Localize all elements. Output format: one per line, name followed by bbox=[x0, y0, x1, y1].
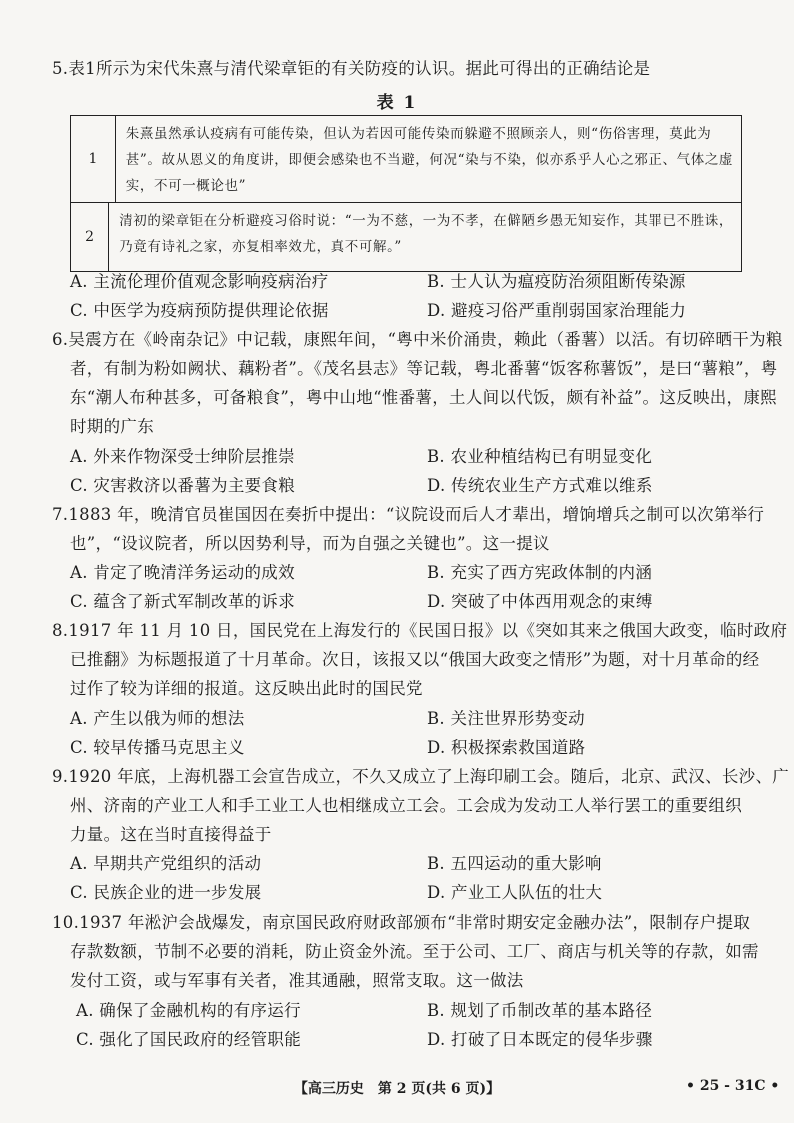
q7-stem-line: 也”，“设议院者，所以因势利导，而为自强之关键也”。这一提议 bbox=[70, 534, 550, 553]
q9-option-d[interactable]: D. 产业工人队伍的壮大 bbox=[427, 883, 603, 902]
q8-option-d[interactable]: D. 积极探索救国道路 bbox=[427, 738, 586, 757]
table-row bbox=[71, 116, 741, 203]
q9-stem-line: 力量。这在当时直接得益于 bbox=[70, 825, 272, 844]
q8-option-c[interactable]: C. 较早传播马克思主义 bbox=[70, 738, 245, 757]
q7-stem-line: 7.1883 年，晚清官员崔国因在奏折中提出：“议院设而后人才辈出，增饷增兵之制可以次第举行 bbox=[52, 505, 765, 524]
row-text-line: 清初的梁章钜在分析避疫习俗时说：“一为不慈，一为不孝，在僻陋乡愚无知妄作，其罪已不胜诛， bbox=[119, 213, 733, 229]
q6-option-b[interactable]: B. 农业种植结构已有明显变化 bbox=[427, 447, 653, 466]
q6-stem-line: 6.吴震方在《岭南杂记》中记载，康熙年间，“粤中米价涌贵，赖此（番薯）以活。有切碎晒干为粮 bbox=[52, 330, 783, 349]
q9-stem-line: 9.1920 年底，上海机器工会宣告成立，不久又成立了上海印刷工会。随后，北京、武汉、长沙、广 bbox=[52, 767, 790, 786]
q8-stem-line: 已推翻》为标题报道了十月革命。次日，该报又以“俄国大政变之情形”为题，对十月革命的经 bbox=[70, 650, 760, 669]
q5-option-a[interactable]: A. 主流伦理价值观念影响疫病治疗 bbox=[70, 272, 329, 291]
row-text-line: 朱熹虽然承认疫病有可能传染，但认为若因可能传染而躲避不照顾亲人，则“伤俗害理，莫此为 bbox=[125, 126, 712, 142]
row-text bbox=[109, 203, 741, 271]
q5-option-c[interactable]: C. 中医学为疫病预防提供理论依据 bbox=[70, 301, 329, 320]
row-text-line: 乃竟有诗礼之家，亦复相率效尤，真不可解。” bbox=[119, 239, 402, 255]
table-title: 表 1 bbox=[376, 93, 418, 113]
q5-option-b[interactable]: B. 士人认为瘟疫防治须阻断传染源 bbox=[427, 272, 686, 291]
q10-option-b[interactable]: B. 规划了币制改革的基本路径 bbox=[427, 1001, 653, 1020]
row-text bbox=[116, 116, 741, 202]
q8-stem-line: 过作了较为详细的报道。这反映出此时的国民党 bbox=[70, 679, 423, 698]
q5-option-d[interactable]: D. 避疫习俗严重削弱国家治理能力 bbox=[427, 301, 687, 320]
q5-stem: 5.表1所示为宋代朱熹与清代梁章钜的有关防疫的认识。据此可得出的正确结论是 bbox=[52, 59, 651, 78]
q6-option-c[interactable]: C. 灾害救济以番薯为主要食粮 bbox=[70, 476, 296, 495]
q6-option-a[interactable]: A. 外来作物深受士绅阶层推崇 bbox=[70, 447, 295, 466]
exam-code: • 25 - 31C • bbox=[686, 1078, 780, 1094]
q10-stem-line: 10.1937 年淞沪会战爆发，南京国民政府财政部颁布“非常时期安定金融办法”，限制存户提取 bbox=[52, 913, 751, 932]
q7-option-b[interactable]: B. 充实了西方宪政体制的内涵 bbox=[427, 563, 653, 582]
row-number: 1 bbox=[71, 116, 116, 202]
q8-option-a[interactable]: A. 产生以俄为师的想法 bbox=[70, 709, 245, 728]
q9-stem-line: 州、济南的产业工人和手工业工人也相继成立工会。工会成为发动工人举行罢工的重要组织 bbox=[70, 796, 742, 815]
q6-option-d[interactable]: D. 传统农业生产方式难以维系 bbox=[427, 476, 653, 495]
q10-stem-line: 发付工资，或与军事有关者，准其通融，照常支取。这一做法 bbox=[70, 971, 524, 990]
q7-option-a[interactable]: A. 肯定了晚清洋务运动的成效 bbox=[70, 563, 295, 582]
q7-option-c[interactable]: C. 蕴含了新式军制改革的诉求 bbox=[70, 592, 296, 611]
q10-option-a[interactable]: A. 确保了金融机构的有序运行 bbox=[76, 1001, 301, 1020]
q9-option-b[interactable]: B. 五四运动的重大影响 bbox=[427, 854, 602, 873]
q6-stem-line: 者，有制为粉如阙状、藕粉者”。《茂名县志》等记载，粤北番薯“饭客称薯饭”，是曰“薯粮”，粤 bbox=[70, 359, 778, 378]
q9-option-a[interactable]: A. 早期共产党组织的活动 bbox=[70, 854, 262, 873]
row-text-line: 实，不可一概论也” bbox=[125, 178, 247, 194]
row-text-line: 甚”。故从恩义的角度讲，即便会感染也不当避，何况“染与不染，似亦系乎人心之邪正、气体之虚 bbox=[125, 152, 733, 168]
q9-option-c[interactable]: C. 民族企业的进一步发展 bbox=[70, 883, 262, 902]
q7-option-d[interactable]: D. 突破了中体西用观念的束缚 bbox=[427, 592, 653, 611]
q6-stem-line: 时期的广东 bbox=[70, 417, 154, 436]
q10-option-d[interactable]: D. 打破了日本既定的侵华步骤 bbox=[427, 1030, 653, 1049]
q8-stem-line: 8.1917 年 11 月 10 日，国民党在上海发行的《民国日报》以《突如其来之俄国大政变，临时政府 bbox=[52, 621, 788, 640]
table-row bbox=[71, 203, 741, 271]
page-label: 【高三历史 第 2 页(共 6 页)】 bbox=[293, 1081, 501, 1097]
row-number: 2 bbox=[71, 203, 109, 271]
q6-stem-line: 东“潮人布种甚多，可备粮食”，粤中山地“惟番薯，土人间以代饭，颇有补益”。这反映出，康熙 bbox=[70, 388, 777, 407]
q8-option-b[interactable]: B. 关注世界形势变动 bbox=[427, 709, 585, 728]
q5-table bbox=[70, 115, 742, 272]
q10-option-c[interactable]: C. 强化了国民政府的经管职能 bbox=[76, 1030, 302, 1049]
q10-stem-line: 存款数额，节制不必要的消耗，防止资金外流。至于公司、工厂、商店与机关等的存款，如需 bbox=[70, 942, 759, 961]
